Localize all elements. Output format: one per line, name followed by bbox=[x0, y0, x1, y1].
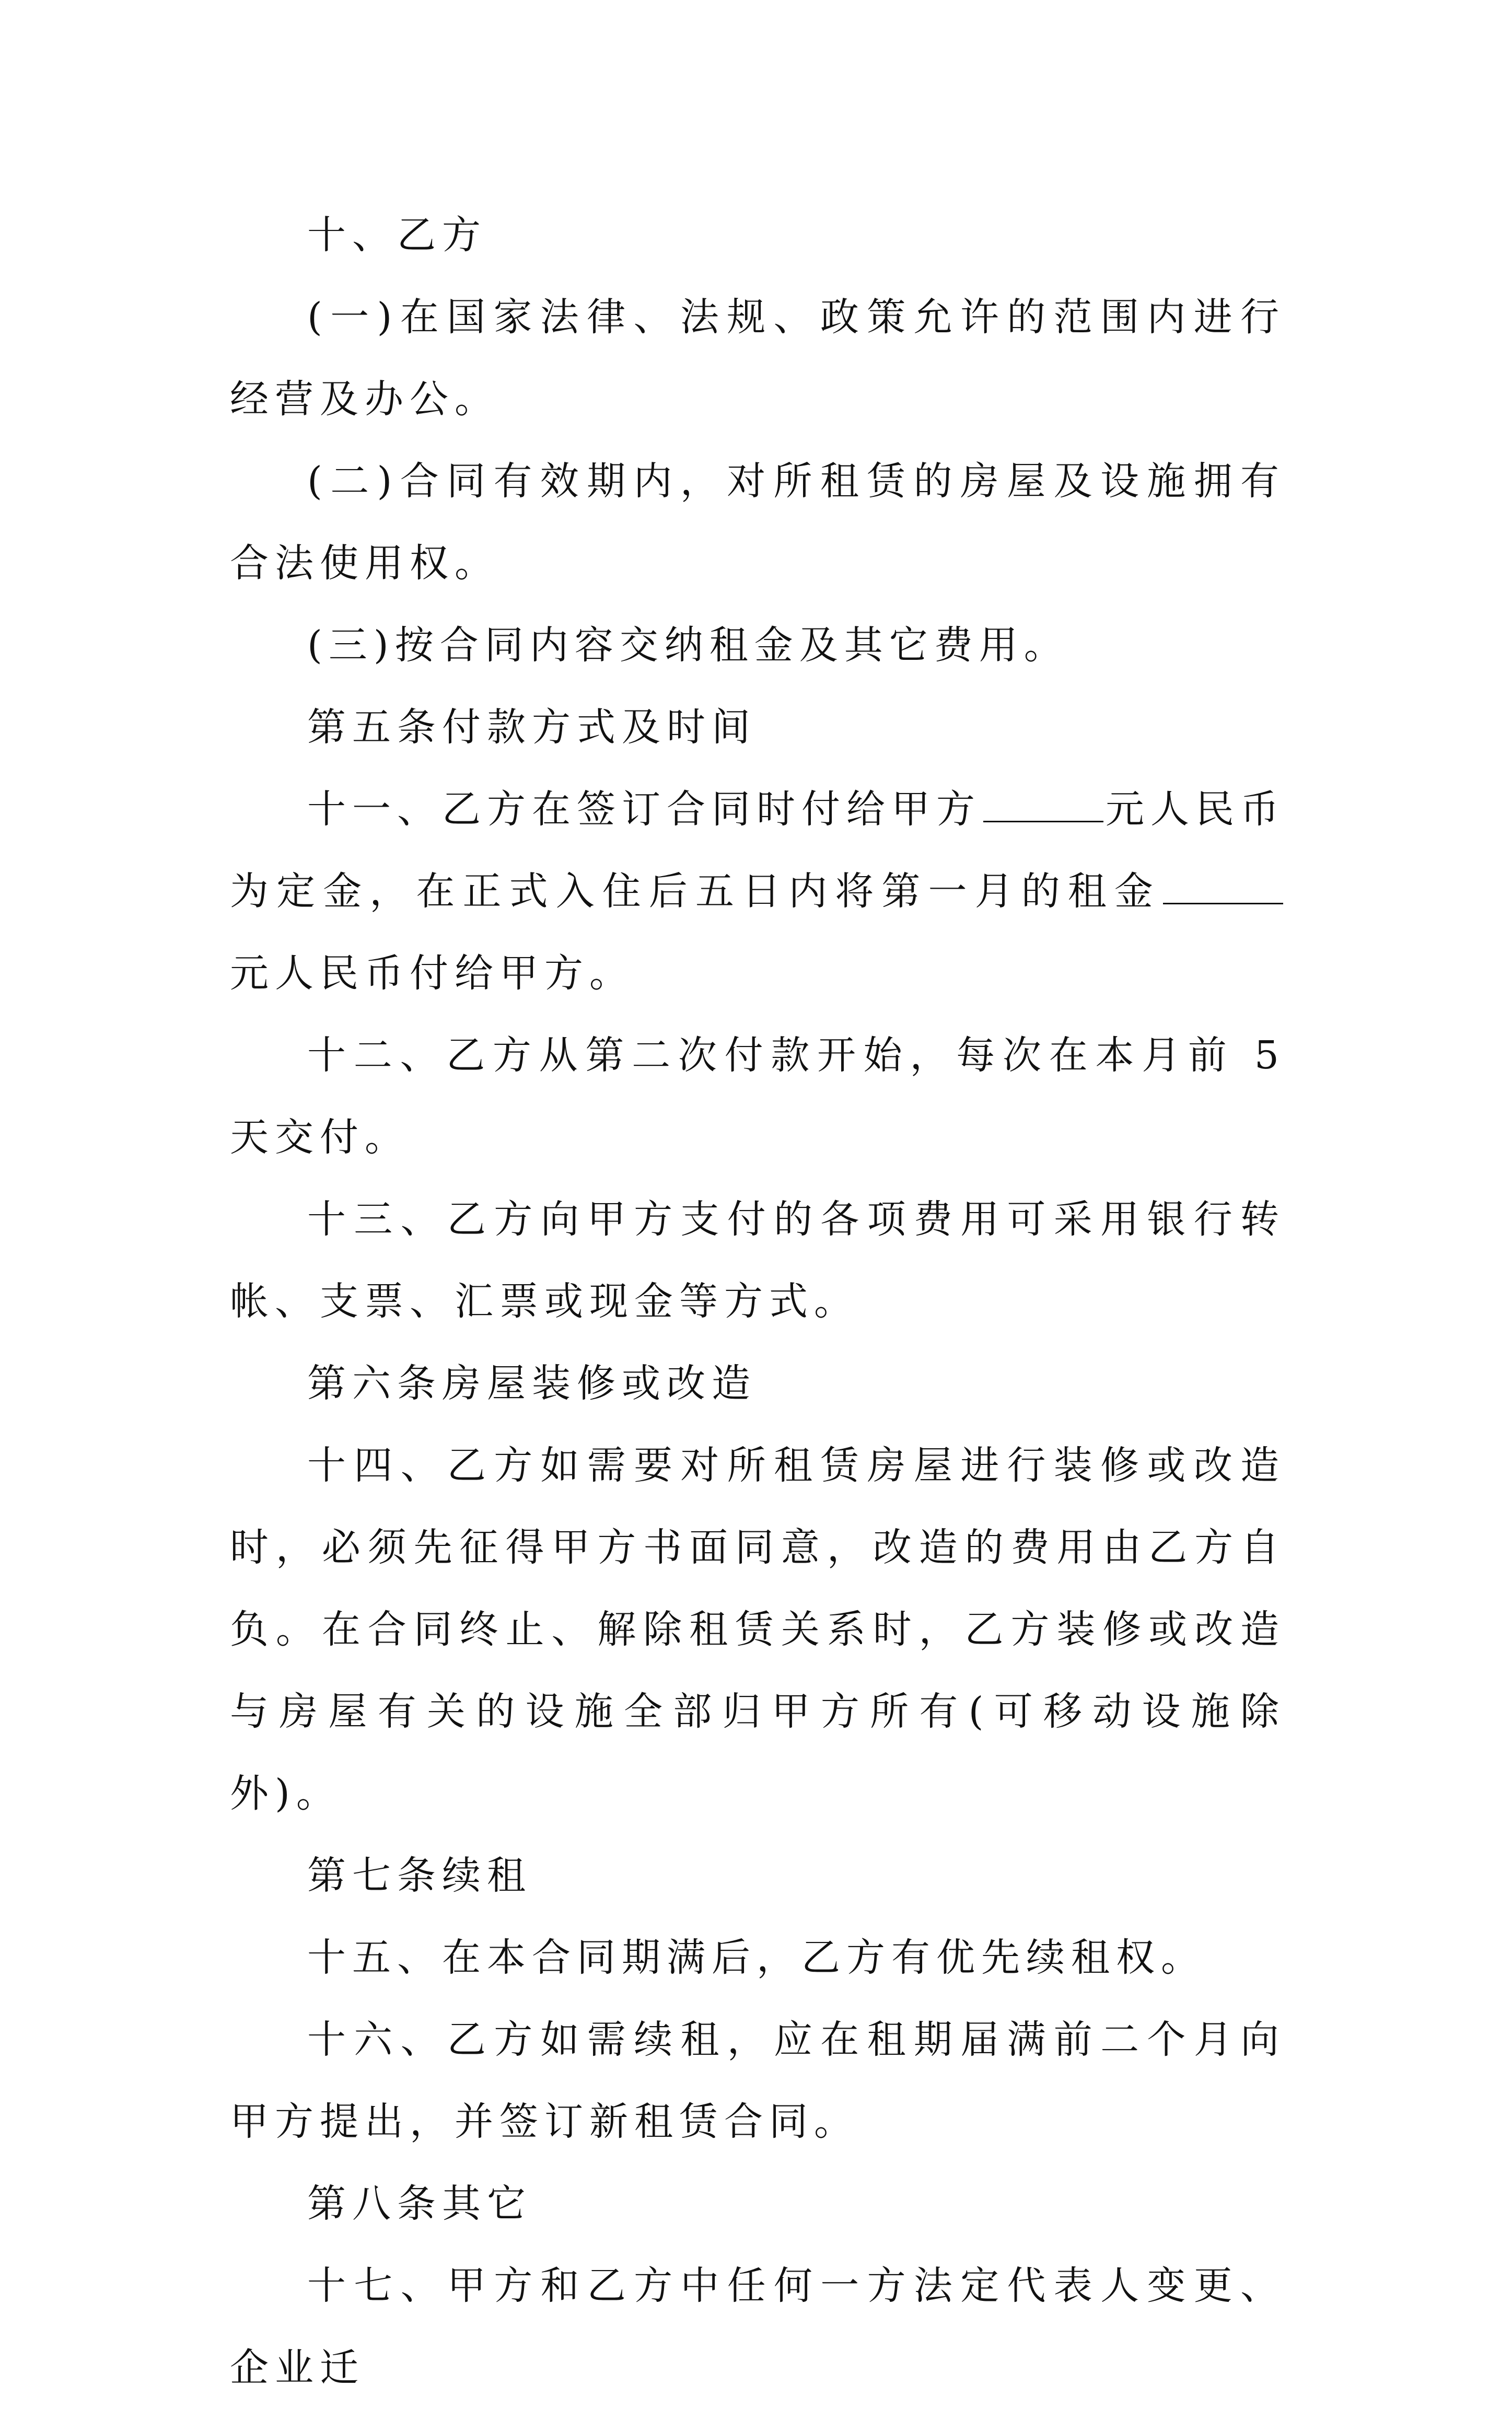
article-seven-heading: 第七条续租 bbox=[307, 1853, 532, 1898]
paragraph-fifteen: 十五、在本合同期满后，乙方有优先续租权。 bbox=[307, 1935, 1206, 1980]
paragraph-item-three: (三)按合同内容交纳租金及其它费用。 bbox=[307, 623, 1069, 668]
paragraph-item-one: (一)在国家法律、法规、政策允许的范围内进行经营及办公。 bbox=[230, 295, 1285, 422]
paragraph-sixteen: 十六、乙方如需续租，应在租期届满前二个月向甲方提出，并签订新租赁合同。 bbox=[230, 2017, 1285, 2144]
paragraph-eleven-part2: 元人民币为定金，在正式入住后五日内将第一月的租金 bbox=[230, 787, 1285, 914]
article-five-heading: 第五条付款方式及时间 bbox=[307, 705, 757, 750]
paragraph-twelve: 十二、乙方从第二次付款开始，每次在本月前 5 天交付。 bbox=[230, 1033, 1285, 1160]
article-eight-heading: 第八条其它 bbox=[307, 2181, 532, 2226]
document-body bbox=[230, 194, 1285, 2409]
paragraph-eleven-part1: 十一、乙方在签订合同时付给甲方 bbox=[307, 787, 981, 832]
paragraph-item-two: (二)合同有效期内，对所租赁的房屋及设施拥有合法使用权。 bbox=[230, 459, 1285, 586]
paragraph-seventeen: 十七、甲方和乙方中任何一方法定代表人变更、企业迁 bbox=[230, 2263, 1285, 2390]
clause-heading-ten: 十、乙方 bbox=[307, 213, 487, 258]
paragraph-thirteen: 十三、乙方向甲方支付的各项费用可采用银行转帐、支票、汇票或现金等方式。 bbox=[230, 1197, 1285, 1324]
paragraph-eleven bbox=[230, 769, 1285, 1015]
paragraph-fourteen: 十四、乙方如需要对所租赁房屋进行装修或改造时，必须先征得甲方书面同意，改造的费用由乙方自负。在合同终止、解除租赁关系时，乙方装修或改造与房屋有关的设施全部归甲方所有(可移动设施除外)。 bbox=[230, 1443, 1285, 1816]
article-six-heading: 第六条房屋装修或改造 bbox=[307, 1361, 757, 1406]
deposit-amount-blank bbox=[983, 789, 1103, 822]
paragraph-eleven-part3: 元人民币付给甲方。 bbox=[230, 951, 634, 996]
first-month-rent-blank bbox=[1163, 871, 1283, 904]
